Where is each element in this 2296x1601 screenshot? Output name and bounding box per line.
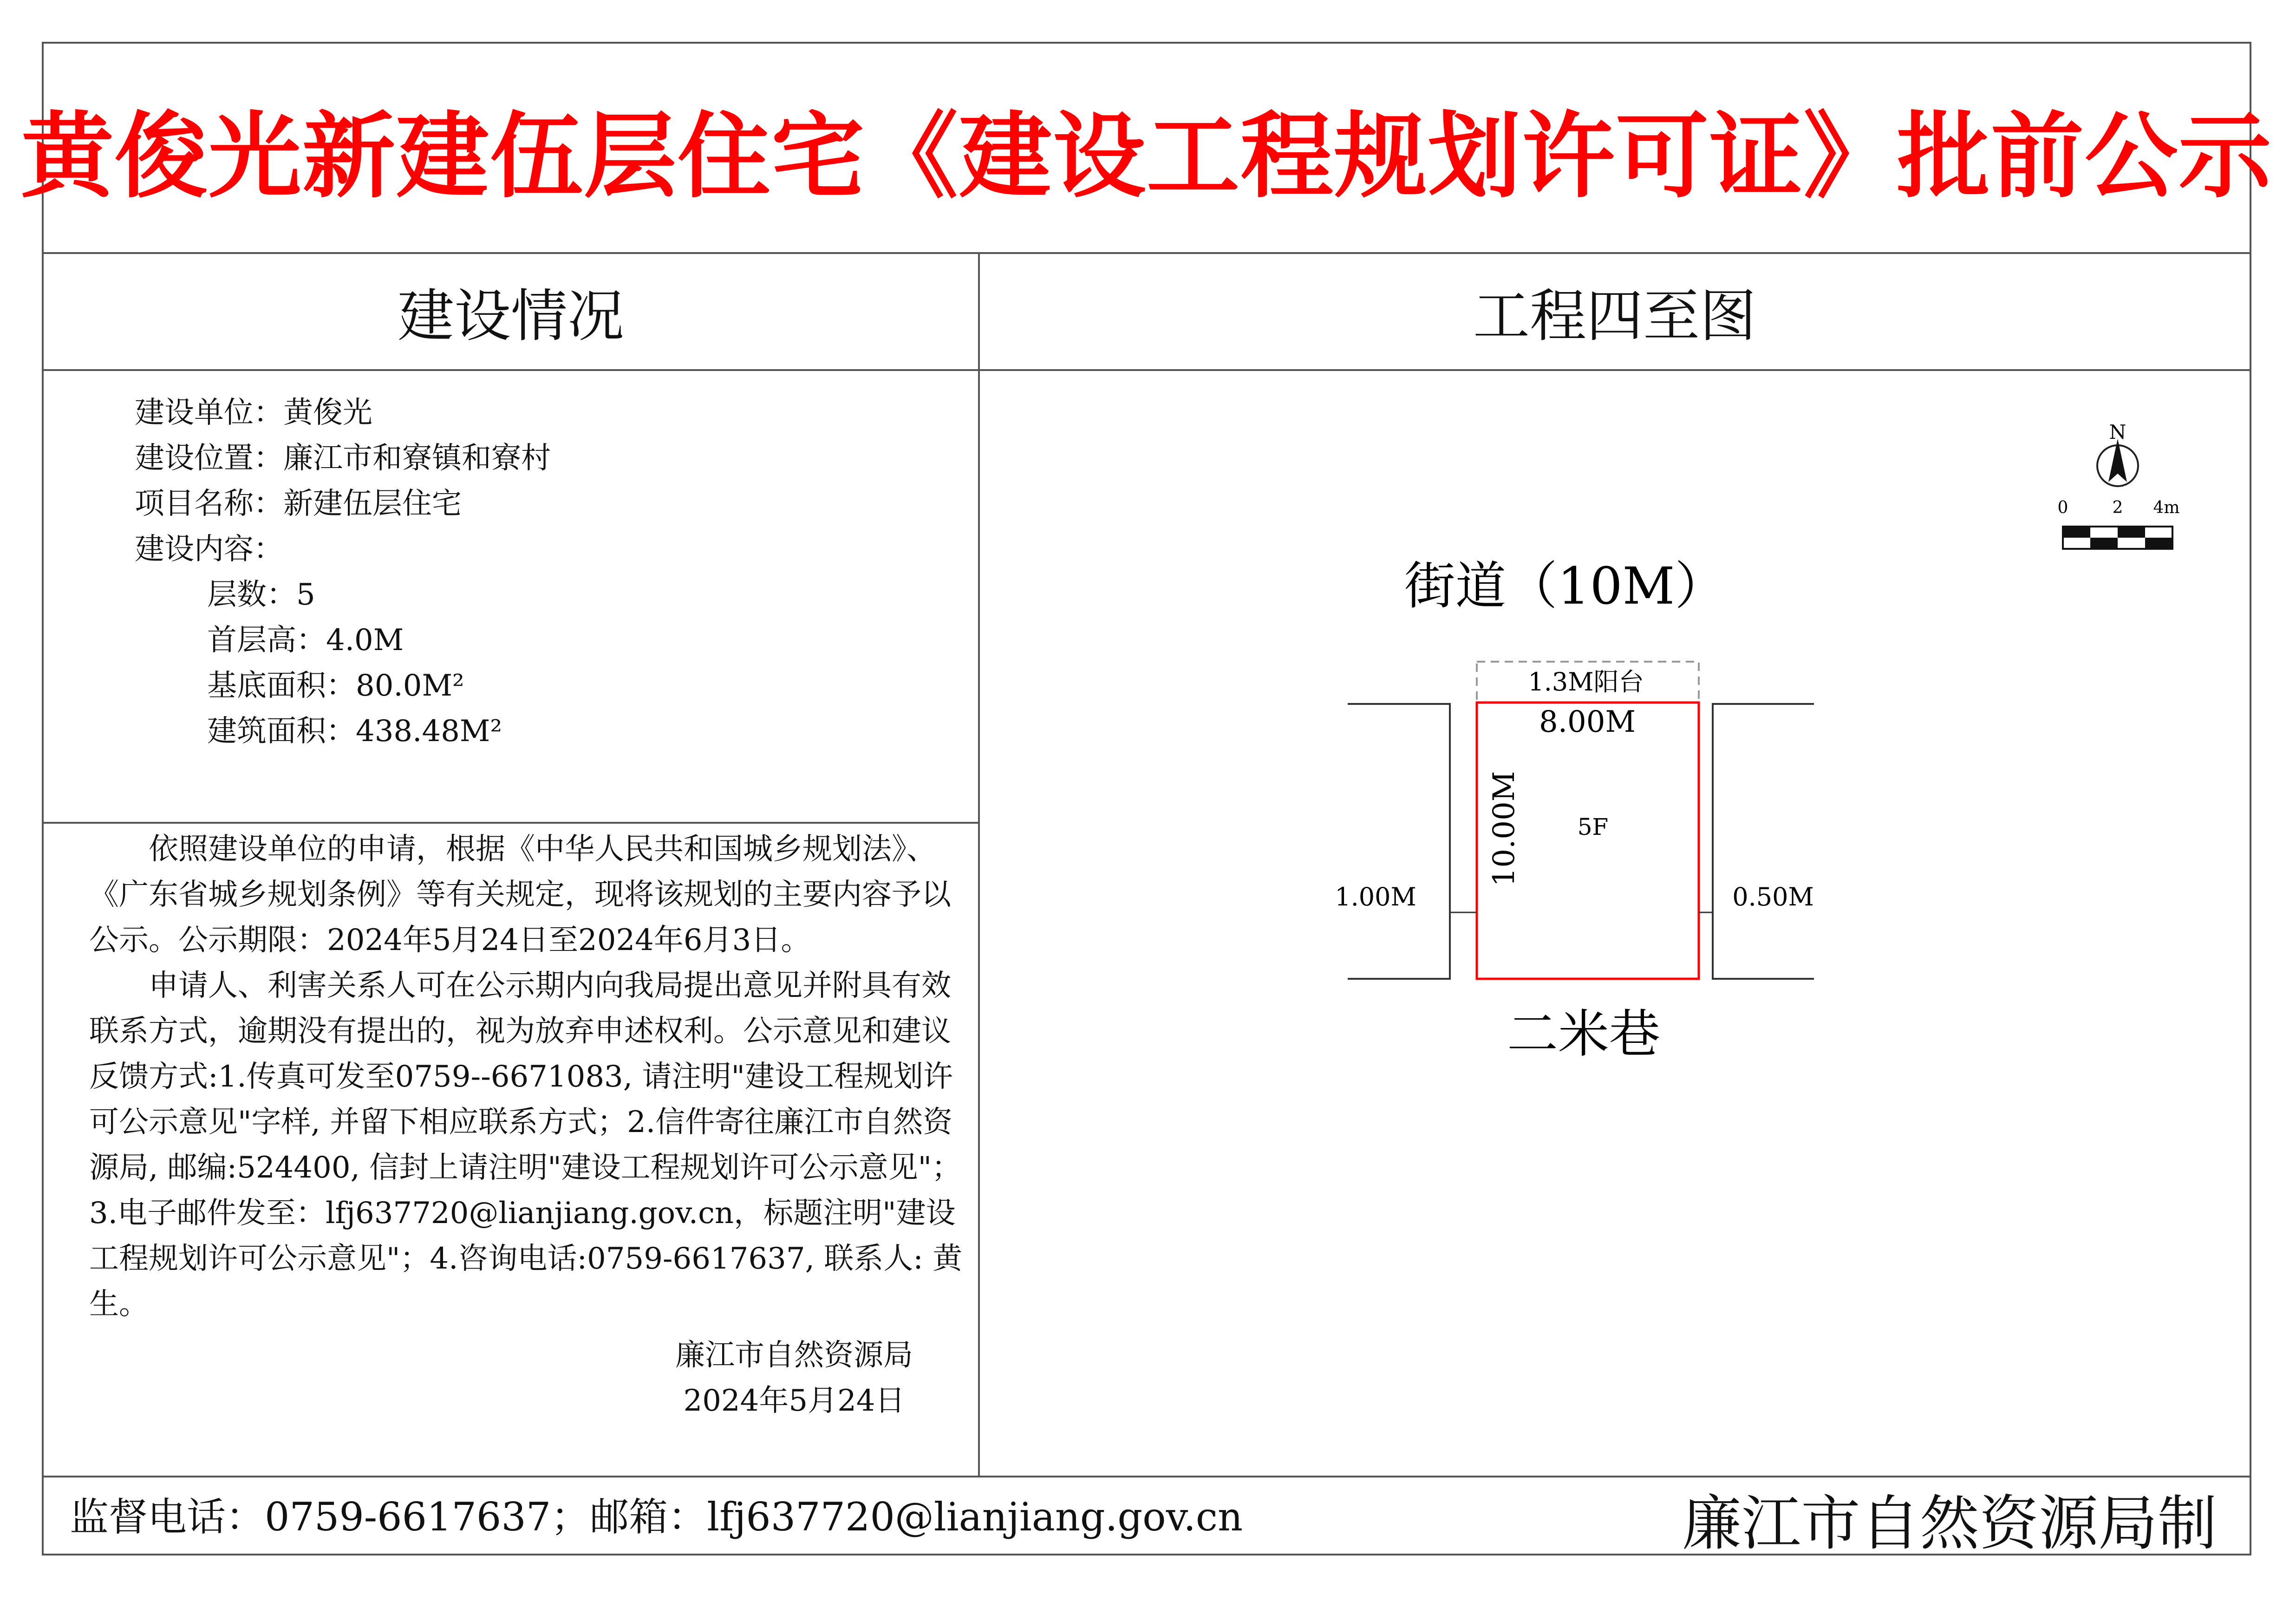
left-neighbor-outline — [1348, 704, 1450, 979]
building-depth-label: 10.00M — [1487, 771, 1521, 887]
scale-label-0: 0 — [2057, 498, 2068, 517]
info-building-area: 建筑面积：438.48M² — [207, 714, 502, 748]
info-location: 建设位置：廉江市和寮镇和寮村 — [135, 441, 551, 475]
site-plan-heading: 工程四至图 — [1473, 283, 1756, 349]
left-gap-label: 1.00M — [1335, 882, 1416, 911]
sign-date: 2024年5月24日 — [683, 1384, 905, 1418]
notice-paragraph-1: 依照建设单位的申请，根据《中华人民共和国城乡规划法》、《广东省城乡规划条例》等有关规定，现将该规划的主要内容予以公示。公示期限：2024年5月24日至2024年6月3日。 — [89, 832, 951, 957]
notice-paragraph-2: 申请人、利害关系人可在公示期内向我局提出意见并附具有效联系方式，逾期没有提出的，视为放弃申述权利。公示意见和建议反馈方式:1.传真可发至0759--6671083, 请注明"建设工程规划许可公示意见"字样, 并留下相应联系方式；2.信件寄往廉江市自然资源局, 邮编:524400, 信封上请注明"建设工程规划许可公示意见"； 3.电子邮件发至：lfj637720@lianjiang.gov.cn，标题注明"建设工程规划许可公示意见"；4.咨询电话:0759-6617637, 联系人: 黄生。 — [89, 969, 963, 1321]
sign-org: 廉江市自然资源局 — [675, 1338, 913, 1373]
balcony-label: 1.3M阳台 — [1528, 667, 1644, 696]
building-width-label: 8.00M — [1539, 705, 1636, 739]
right-gap-label: 0.50M — [1732, 882, 1814, 911]
issuer-label: 廉江市自然资源局制 — [1682, 1489, 2217, 1558]
page-title: 黄俊光新建伍层住宅《建设工程规划许可证》批前公示 — [21, 101, 2273, 211]
compass-label: N — [2109, 421, 2126, 443]
construction-heading: 建设情况 — [398, 283, 624, 349]
supervision-contact: 监督电话：0759-6617637；邮箱：lfj637720@lianjiang.gov.cn — [70, 1494, 1243, 1540]
info-content: 建设内容： — [135, 532, 283, 566]
scale-bar — [2058, 498, 2180, 549]
scale-label-4m: 4m — [2153, 498, 2180, 517]
info-floors: 层数：5 — [207, 578, 315, 612]
north-arrow-icon — [2097, 421, 2138, 486]
right-neighbor-outline — [1713, 704, 1814, 979]
lane-label: 二米巷 — [1507, 1004, 1660, 1064]
info-base-area: 基底面积：80.0M² — [207, 669, 464, 703]
info-first-floor-height: 首层高：4.0M — [207, 623, 404, 657]
street-label: 街道（10M） — [1404, 556, 1726, 616]
info-unit: 建设单位：黄俊光 — [135, 396, 372, 430]
scale-label-2: 2 — [2112, 498, 2123, 517]
info-project: 项目名称：新建伍层住宅 — [135, 487, 462, 521]
floors-label: 5F — [1577, 814, 1609, 840]
